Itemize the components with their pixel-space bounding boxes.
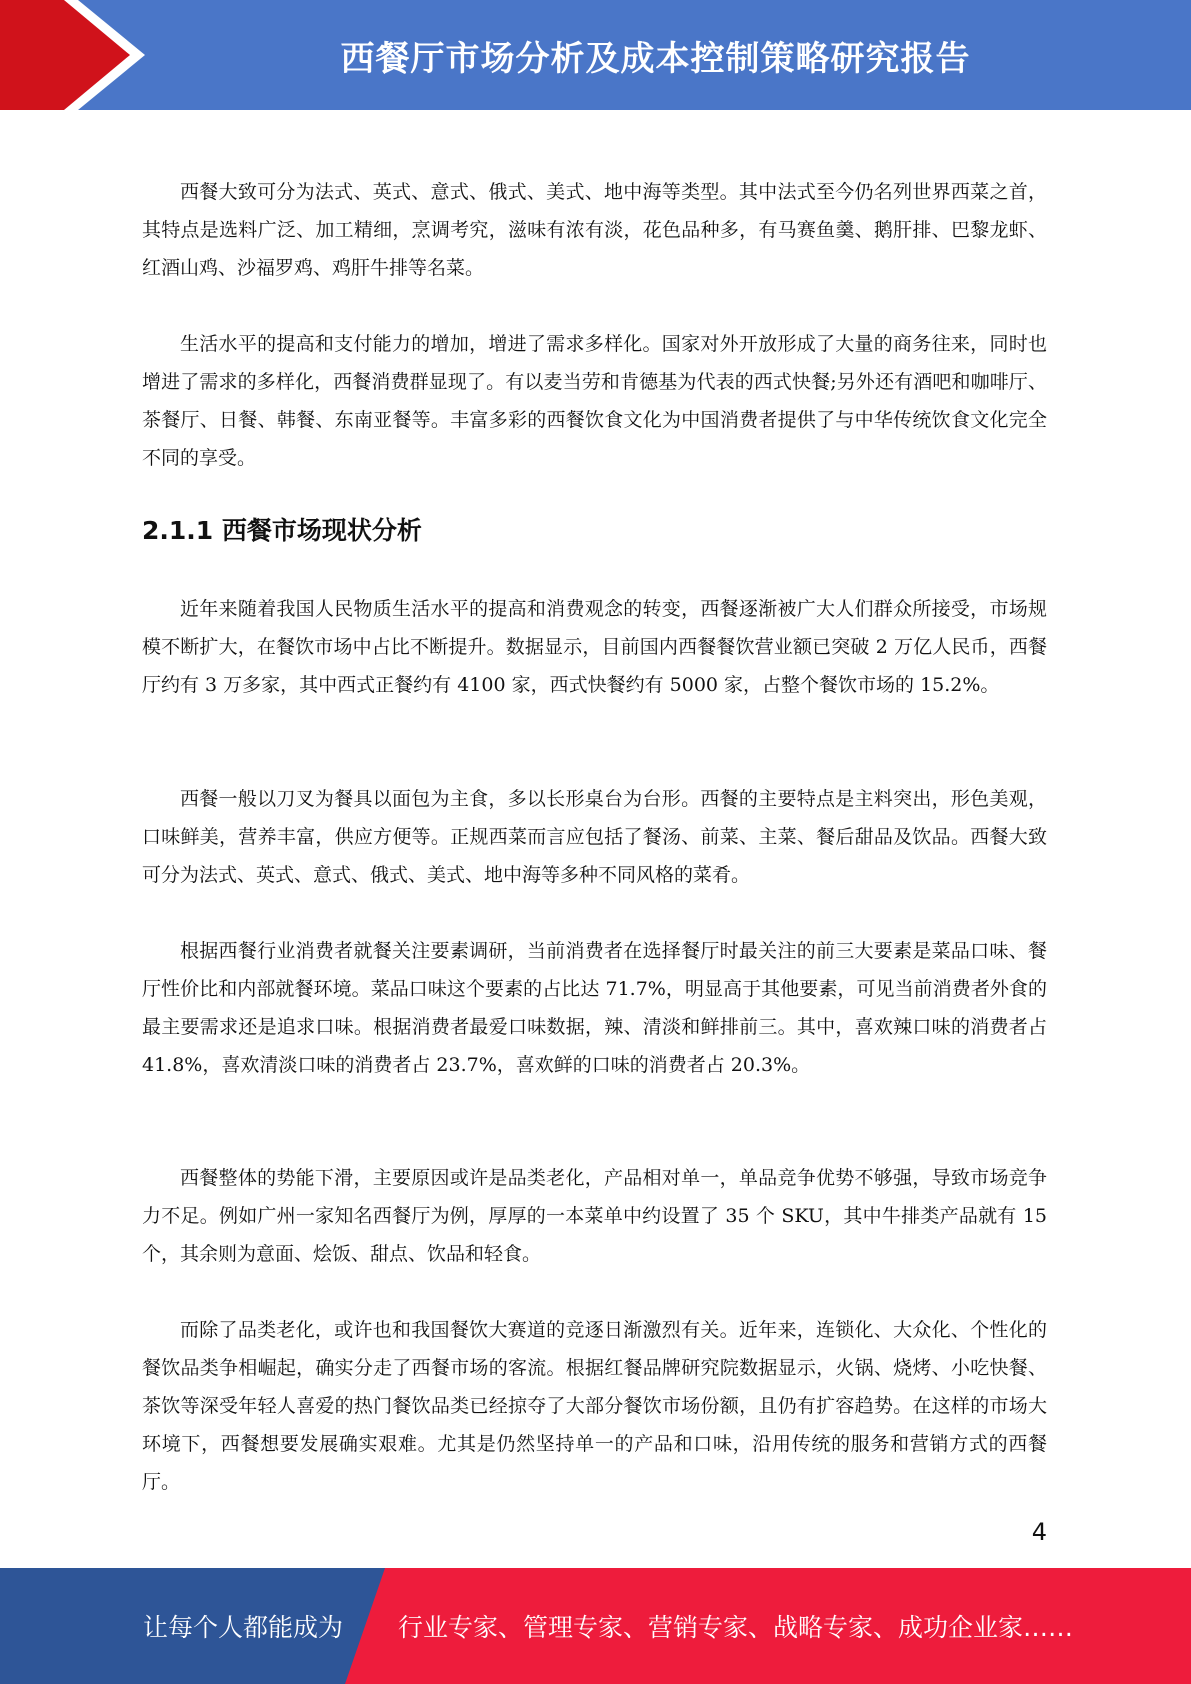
section-heading: 2.1.1 西餐市场现状分析 bbox=[142, 516, 422, 545]
header-band bbox=[0, 0, 1191, 110]
page-number: 4 bbox=[1031, 1518, 1047, 1546]
footer-band bbox=[0, 1568, 1191, 1684]
paragraph-category-aging: 西餐整体的势能下滑，主要原因或许是品类老化，产品相对单一，单品竞争优势不够强，导致市场竞争力不足。例如广州一家知名西餐厅为例，厚厚的一本菜单中约设置了 35 个 SKU，其中牛排类产品就有 15 个，其余则为意面、烩饭、甜点、饮品和轻食。 bbox=[142, 1167, 1047, 1265]
paragraph-western-food-types: 西餐大致可分为法式、英式、意式、俄式、美式、地中海等类型。其中法式至今仍名列世界西菜之首，其特点是选料广泛、加工精细，烹调考究，滋味有浓有淡，花色品种多，有马赛鱼羹、鹅肝排、巴黎龙虾、红酒山鸡、沙福罗鸡、鸡肝牛排等名菜。 bbox=[142, 181, 1047, 279]
paragraph-western-food-features: 西餐一般以刀叉为餐具以面包为主食，多以长形桌台为台形。西餐的主要特点是主料突出，形色美观，口味鲜美，营养丰富，供应方便等。正规西菜而言应包括了餐汤、前菜、主菜、餐后甜品及饮品。西餐大致可分为法式、英式、意式、俄式、美式、地中海等多种不同风格的菜肴。 bbox=[142, 788, 1047, 886]
paragraph-demand-diversity: 生活水平的提高和支付能力的增加，增进了需求多样化。国家对外开放形成了大量的商务往来，同时也增进了需求的多样化，西餐消费群显现了。有以麦当劳和肯德基为代表的西式快餐;另外还有酒吧和咖啡厅、茶餐厅、日餐、韩餐、东南亚餐等。丰富多彩的西餐饮食文化为中国消费者提供了与中华传统饮食文化完全不同的享受。 bbox=[142, 333, 1047, 469]
footer-slogan-left: 让每个人都能成为 bbox=[143, 1613, 344, 1642]
paragraph-consumer-preferences: 根据西餐行业消费者就餐关注要素调研，当前消费者在选择餐厅时最关注的前三大要素是菜品口味、餐厅性价比和内部就餐环境。菜品口味这个要素的占比达 71.7%，明显高于其他要素，可见当前消费者外食的最主要需求还是追求口味。根据消费者最爱口味数据，辣、清淡和鲜排前三。其中，喜欢辣口味的消费者占 41.8%，喜欢清淡口味的消费者占 23.7%，喜欢鲜的口味的消费者占 20.3%。 bbox=[142, 940, 1047, 1076]
red-arrow bbox=[0, 0, 130, 110]
document-title: 西餐厅市场分析及成本控制策略研究报告 bbox=[340, 38, 971, 79]
footer-slogan-right: 行业专家、管理专家、营销专家、战略专家、成功企业家…… bbox=[398, 1613, 1074, 1642]
paragraph-market-scale: 近年来随着我国人民物质生活水平的提高和消费观念的转变，西餐逐渐被广大人们群众所接受，市场规模不断扩大，在餐饮市场中占比不断提升。数据显示，目前国内西餐餐饮营业额已突破 2 万亿人民币，西餐厅约有 3 万多家，其中西式正餐约有 4100 家，西式快餐约有 5000 家，占整个餐饮市场的 15.2%。 bbox=[142, 598, 1047, 696]
paragraph-competition: 而除了品类老化，或许也和我国餐饮大赛道的竞逐日渐激烈有关。近年来，连锁化、大众化、个性化的餐饮品类争相崛起，确实分走了西餐市场的客流。根据红餐品牌研究院数据显示，火锅、烧烤、小吃快餐、茶饮等深受年轻人喜爱的热门餐饮品类已经掠夺了大部分餐饮市场份额，且仍有扩容趋势。在这样的市场大环境下，西餐想要发展确实艰难。尤其是仍然坚持单一的产品和口味，沿用传统的服务和营销方式的西餐厅。 bbox=[142, 1319, 1047, 1493]
